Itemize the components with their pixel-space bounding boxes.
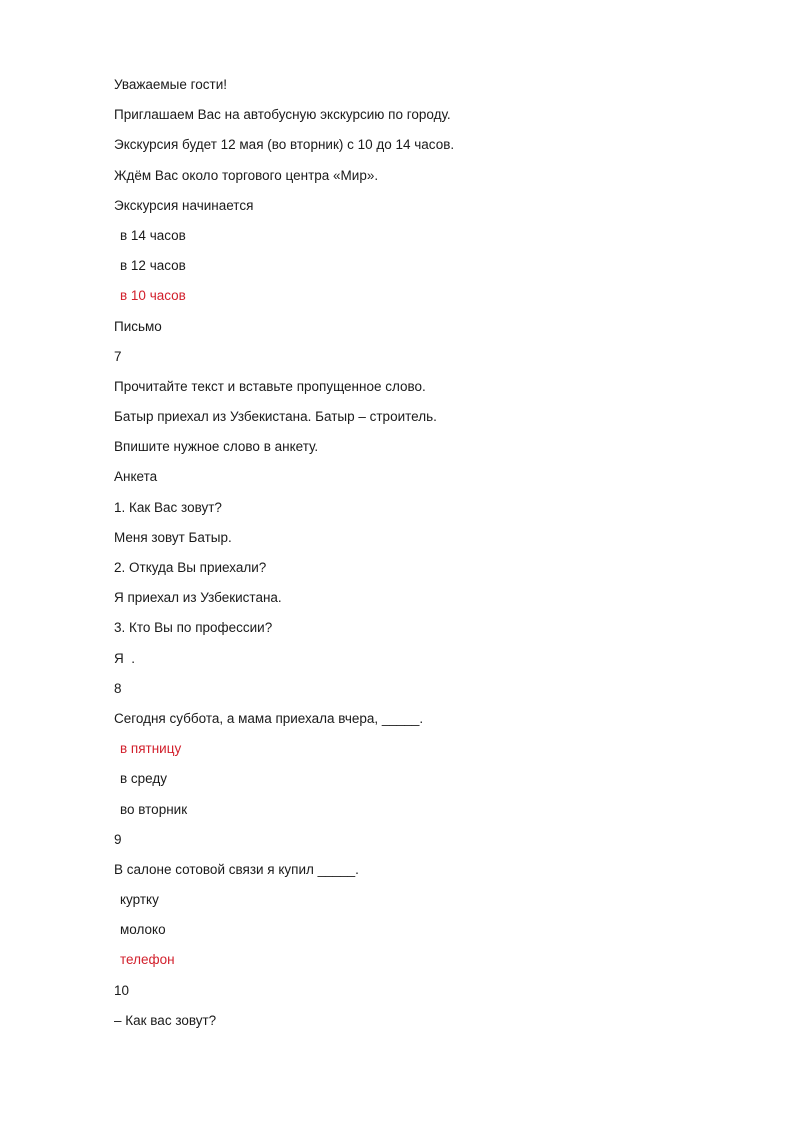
- section-title: Письмо: [114, 318, 162, 334]
- task-8-option-1-correct[interactable]: в пятницу: [120, 741, 182, 757]
- form-question-2: 2. Откуда Вы приехали?: [114, 560, 267, 575]
- invitation-line-2: Экскурсия будет 12 мая (во вторник) с 10 до 14 часов.: [114, 137, 455, 153]
- task-8-question: Сегодня суббота, а мама приехала вчера, _____.: [114, 710, 424, 726]
- form-answer-3-field[interactable]: Я .: [114, 650, 136, 666]
- invitation-option-2[interactable]: в 12 часов: [120, 258, 186, 274]
- task-9-question: В салоне сотовой связи я купил _____.: [114, 861, 359, 877]
- task-9-option-3-correct[interactable]: телефон: [120, 952, 175, 968]
- task-7-instruction-2: Впишите нужное слово в анкету.: [114, 439, 319, 455]
- task-7-number: 7: [114, 348, 122, 364]
- form-question-1: 1. Как Вас зовут?: [114, 499, 222, 515]
- task-8-option-2[interactable]: в среду: [120, 771, 168, 787]
- invitation-line-1: Приглашаем Вас на автобусную экскурсию по городу.: [114, 107, 451, 123]
- task-9-option-1[interactable]: куртку: [120, 892, 159, 908]
- invitation-option-3-correct[interactable]: в 10 часов: [120, 288, 186, 304]
- invitation-greeting: Уважаемые гости!: [114, 77, 227, 92]
- invitation-option-1[interactable]: в 14 часов: [120, 227, 186, 243]
- task-8-option-3[interactable]: во вторник: [120, 801, 188, 817]
- form-question-3: 3. Кто Вы по профессии?: [114, 620, 273, 636]
- form-answer-1: Меня зовут Батыр.: [114, 529, 232, 545]
- invitation-line-3: Ждём Вас около торгового центра «Мир».: [114, 167, 379, 183]
- document-page: [114, 74, 754, 1040]
- task-7-text: Батыр приехал из Узбекистана. Батыр – строитель.: [114, 409, 437, 425]
- task-10-number: 10: [114, 982, 130, 998]
- task-8-number: 8: [114, 680, 122, 696]
- task-7-instruction: Прочитайте текст и вставьте пропущенное слово.: [114, 378, 426, 394]
- form-answer-2: Я приехал из Узбекистана.: [114, 590, 282, 606]
- task-9-option-2[interactable]: молоко: [120, 922, 166, 938]
- task-10-question: – Как вас зовут?: [114, 1012, 217, 1028]
- form-title: Анкета: [114, 469, 158, 485]
- task-9-number: 9: [114, 831, 122, 847]
- invitation-question: Экскурсия начинается: [114, 197, 254, 213]
